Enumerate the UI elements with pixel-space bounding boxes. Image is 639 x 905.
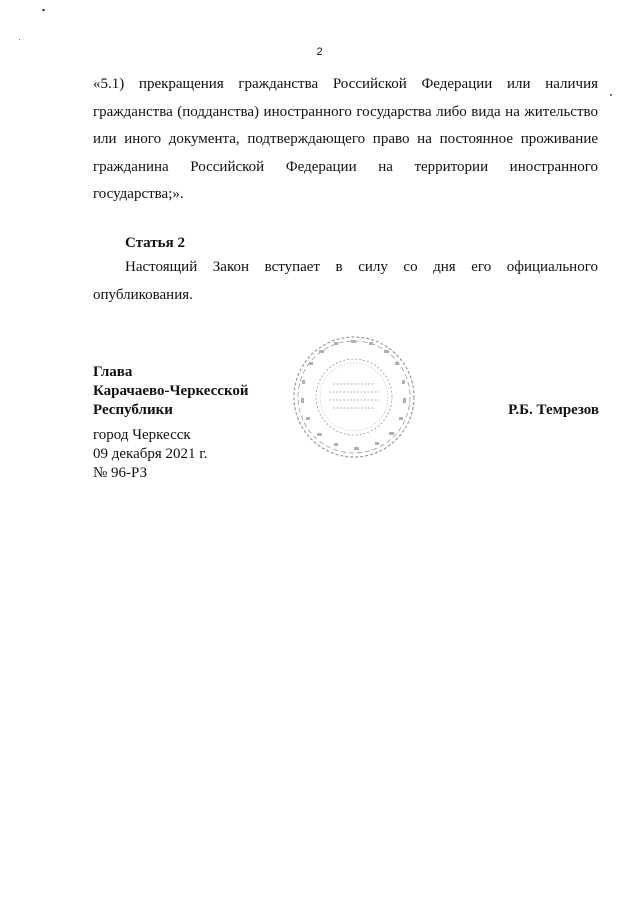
signatory-title-line: Карачаево-Черкесской: [93, 383, 249, 399]
amendment-paragraph: «5.1) прекращения гражданства Российской Федерации или наличия гражданства (подданства) иностранного государства либо вида на жительство или иного документа, подтверждающего право на постоянное проживание гражданина Российской Федерации на территории иностранного государства;».: [93, 76, 598, 202]
signatory-title-line: Республики: [93, 402, 173, 418]
page-number: 2: [316, 46, 323, 58]
signatory-title-line: Глава: [93, 364, 133, 380]
article-body: Настоящий Закон вступает в силу со дня его официального опубликования.: [93, 259, 598, 303]
place-date-block: [93, 426, 208, 483]
article-title: Статья 2: [125, 235, 185, 251]
city: город Черкесск: [93, 427, 191, 443]
scan-speck: [19, 39, 20, 40]
law-number: № 96-РЗ: [93, 465, 148, 481]
scan-speck: [42, 9, 45, 11]
signatory-name: Р.Б. Темрезов: [508, 402, 599, 418]
official-seal-stamp: [289, 332, 419, 462]
signatory-title: [93, 363, 249, 420]
date: 09 декабря 2021 г.: [93, 446, 208, 462]
scan-speck: [610, 94, 612, 96]
